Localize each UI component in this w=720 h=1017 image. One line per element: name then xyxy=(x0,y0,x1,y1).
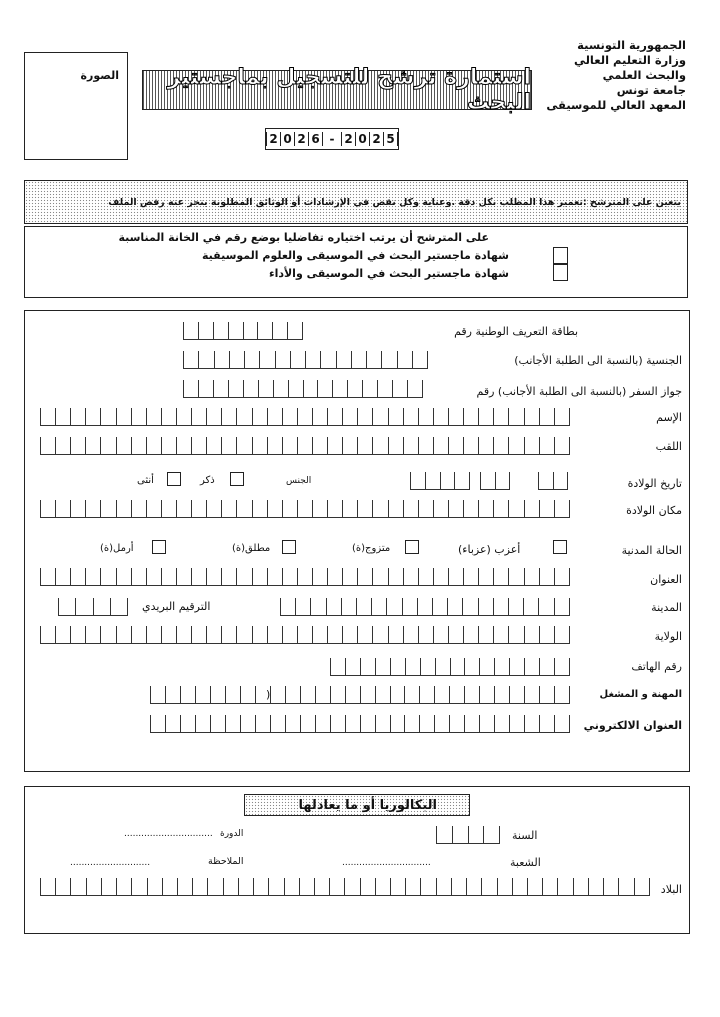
first-name-input[interactable] xyxy=(40,408,570,426)
profession-label: المهنة و المشغل xyxy=(599,689,682,700)
city-label: المدينة xyxy=(651,601,682,614)
birth-date-day[interactable] xyxy=(538,472,568,490)
phone-input[interactable] xyxy=(330,658,570,676)
address-input[interactable] xyxy=(40,568,570,586)
institution-header xyxy=(526,38,686,113)
choice-option-1-box[interactable] xyxy=(553,247,568,264)
state-label: الولاية xyxy=(654,630,682,643)
year-digit: 5 xyxy=(383,132,398,146)
postal-code-label: الترقيم البريدي xyxy=(142,600,211,613)
bac-remark-label: الملاحظة xyxy=(208,856,244,867)
form-title-banner xyxy=(142,65,532,115)
bac-title: البكالوريا أو ما يعادلها xyxy=(298,798,437,813)
year-digit: 2 xyxy=(294,132,308,146)
year-dash: - xyxy=(322,132,341,146)
header-line: والبحث العلمي xyxy=(602,68,686,82)
year-digit: 0 xyxy=(355,132,369,146)
male-checkbox[interactable] xyxy=(230,472,244,486)
notice-text: يتعين على المترشح :تعمير هذا المطلب بكل دقة .وعناية وكل نقص في الإرشادات أو الوثائق المطلوبة ينجر عنه رفض الملف xyxy=(108,197,681,208)
photo-box xyxy=(24,52,128,160)
bac-title-bar xyxy=(244,794,470,816)
year-digit: 2 xyxy=(369,132,383,146)
notice-bar xyxy=(24,180,688,224)
year-digit: 0 xyxy=(280,132,294,146)
choice-option-2-box[interactable] xyxy=(553,264,568,281)
id-card-label: بطاقة التعريف الوطنية رقم xyxy=(454,325,578,338)
year-digit: 2 xyxy=(266,132,280,146)
form-title: استمارة ترشح للتسجيل بماجستير البحث xyxy=(167,65,531,115)
photo-label: الصورة xyxy=(80,69,119,82)
postal-code-input[interactable] xyxy=(58,598,128,616)
female-label: أنثى xyxy=(137,475,154,486)
single-label: أعزب (عزباء) xyxy=(458,543,521,556)
nationality-label: الجنسية (بالنسبة الى الطلبة الأجانب) xyxy=(514,354,682,367)
profession-input[interactable] xyxy=(150,686,570,704)
choice-option-2: شهادة ماجستير البحث في الموسيقى والأداء xyxy=(268,267,509,280)
email-label: العنوان الالكتروني xyxy=(583,719,682,732)
male-label: ذكر xyxy=(200,475,215,486)
email-input[interactable] xyxy=(150,715,570,733)
header-line: وزارة التعليم العالي xyxy=(573,53,686,67)
birth-date-month[interactable] xyxy=(480,472,510,490)
choice-option-1: شهادة ماجستير البحث في الموسيقى والعلوم الموسيقية xyxy=(202,249,509,262)
bac-branch-label: الشعبة xyxy=(510,856,541,869)
widowed-label: أرمل(ة) xyxy=(100,543,134,554)
phone-label: رقم الهاتف xyxy=(631,660,682,673)
bac-country-input[interactable] xyxy=(40,878,650,896)
header-line: المعهد العالي للموسيقى xyxy=(546,98,686,112)
year-digit: 2 xyxy=(341,132,355,146)
passport-label: جواز السفر (بالنسبة الى الطلبة الأجانب) رقم xyxy=(476,385,682,398)
married-label: متزوج(ة) xyxy=(352,543,391,554)
widowed-checkbox[interactable] xyxy=(152,540,166,554)
divorced-label: مطلق(ة) xyxy=(232,543,271,554)
city-input[interactable] xyxy=(280,598,570,616)
birth-place-label: مكان الولادة xyxy=(626,504,682,517)
choice-instruction: على المترشح أن يرتب اختياره تفاضليا بوضع رقم في الخانة المناسبة xyxy=(118,231,489,244)
birth-date-year[interactable] xyxy=(410,472,470,490)
id-card-input[interactable] xyxy=(183,322,303,340)
header-line: جامعة تونس xyxy=(616,83,686,97)
bac-country-label: البلاد xyxy=(660,883,682,896)
address-label: العنوان xyxy=(650,573,682,586)
program-choice-box xyxy=(24,226,688,298)
last-name-label: اللقب xyxy=(655,440,682,453)
birth-place-input[interactable] xyxy=(40,500,570,518)
first-name-label: الإسم xyxy=(656,411,682,424)
bac-year-label: السنة xyxy=(512,829,538,842)
divorced-checkbox[interactable] xyxy=(282,540,296,554)
female-checkbox[interactable] xyxy=(167,472,181,486)
birth-date-label: تاريخ الولادة xyxy=(627,477,682,490)
nationality-input[interactable] xyxy=(183,351,428,369)
last-name-input[interactable] xyxy=(40,437,570,455)
state-input[interactable] xyxy=(40,626,570,644)
married-checkbox[interactable] xyxy=(405,540,419,554)
year-digit: 6 xyxy=(308,132,322,146)
sex-label: الجنس xyxy=(286,476,312,486)
academic-year xyxy=(265,128,399,150)
profession-paren: ( xyxy=(266,688,271,701)
header-line: الجمهورية التونسية xyxy=(577,38,686,52)
marital-status-label: الحالة المدنية xyxy=(621,544,682,557)
bac-session-dots[interactable]: ............................... xyxy=(124,829,213,839)
bac-session-label: الدورة xyxy=(220,829,244,839)
single-checkbox[interactable] xyxy=(553,540,567,554)
bac-year-input[interactable] xyxy=(436,826,500,844)
bac-branch-dots[interactable]: ............................... xyxy=(342,858,431,868)
bac-remark-dots[interactable]: ............................ xyxy=(70,858,151,868)
passport-input[interactable] xyxy=(183,380,423,398)
